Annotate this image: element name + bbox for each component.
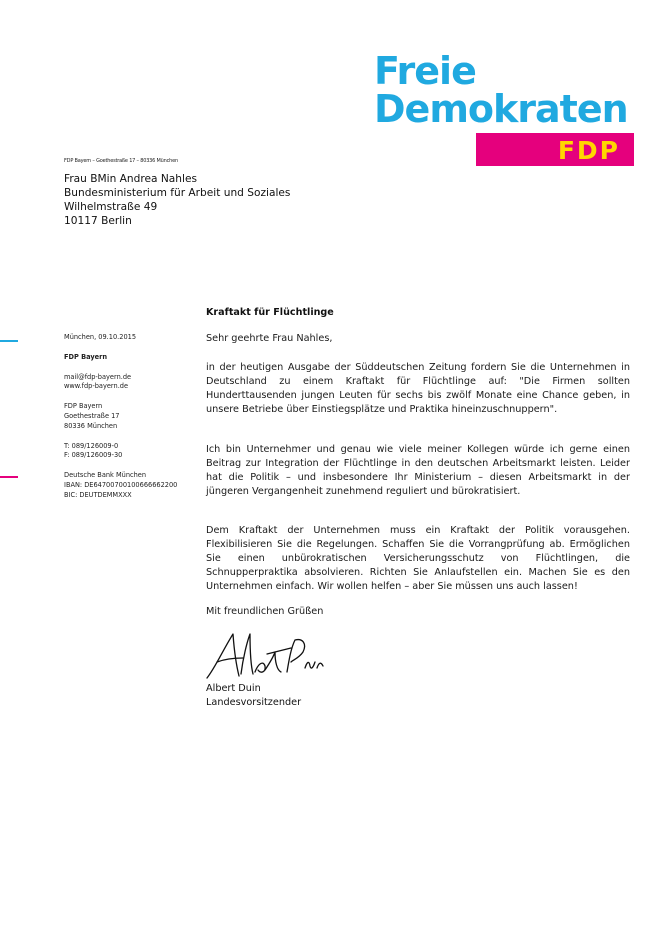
sender-address-street: Goethestraße 17: [64, 411, 120, 420]
letter-paragraph-3: Dem Kraftakt der Unternehmen muss ein Kraftakt der Politik vorausgehen. Flexibilisieren Sie die Regelungen. Schaffen Sie die Vorrangprüfung ab. Ermöglichen Sie einen unbürokratischen Versicherungsschutz von Flüchtlingen, die Schnupperpraktika absolvieren. Richten Sie Anlaufstellen ein. Machen Sie es den Unternehmen einfach. Wir wollen helfen – aber Sie müssen uns auch lassen!: [206, 525, 630, 592]
letter-date: München, 09.10.2015: [64, 333, 137, 341]
bank-bic: BIC: DEUTDEMMXXX: [64, 490, 132, 499]
signer-role: Landesvorsitzender: [206, 697, 302, 708]
bank-iban: IBAN: DE64700700100666662200: [64, 480, 178, 489]
sender-info-column: [64, 333, 177, 501]
fold-mark-cyan: [0, 340, 18, 342]
logo-text-demokraten: Demokraten: [374, 87, 628, 131]
bank-name: Deutsche Bank München: [64, 471, 147, 480]
letter-paragraph-1: in der heutigen Ausgabe der Süddeutschen Zeitung fordern Sie die Unternehmen in Deutschland zu einem Kraftakt für Flüchtlinge auf: "Die Firmen sollten Hunderttausenden jungen Leuten für sechs bis zwölf Monate eine Chance geben, in unsere Betriebe über Einstiegsplätze und Praktika hineinzuschnuppern".: [206, 362, 630, 415]
handwritten-signature: [203, 628, 329, 684]
recipient-address: [64, 172, 290, 228]
fold-mark-magenta: [0, 476, 18, 478]
recipient-name: Frau BMin Andrea Nahles: [64, 173, 197, 185]
sender-fax: F: 089/126009-30: [64, 451, 123, 460]
recipient-street: Wilhelmstraße 49: [64, 201, 158, 213]
letter-subject: Kraftakt für Flüchtlinge: [206, 307, 334, 318]
sender-org: FDP Bayern: [64, 352, 108, 361]
logo-badge-fdp: FDP: [557, 136, 620, 165]
letter-salutation: Sehr geehrte Frau Nahles,: [206, 333, 333, 344]
sender-address-name: FDP Bayern: [64, 402, 103, 411]
logo-text-freie: Freie: [374, 49, 476, 93]
recipient-org: Bundesministerium für Arbeit und Soziales: [64, 187, 291, 199]
sender-return-line: FDP Bayern – Goethestraße 17 – 80336 München: [64, 158, 178, 164]
logo-badge-bar: [476, 133, 634, 166]
signer-name: Albert Duin: [206, 683, 261, 694]
sender-address-city: 80336 München: [64, 421, 118, 430]
letter-closing: Mit freundlichen Grüßen: [206, 606, 324, 617]
sender-email: mail@fdp-bayern.de: [64, 372, 132, 381]
letter-paragraph-2: Ich bin Unternehmer und genau wie viele meiner Kollegen würde ich gerne einen Beitrag zur Integration der Flüchtlinge in den deutschen Arbeitsmarkt leisten. Leider hat die Politik – und insbesondere Ihr Ministerium – diesen Arbeitsmarkt in der jüngeren Vergangenheit zunehmend reguliert und bürokratisiert.: [206, 444, 630, 497]
sender-website: www.fdp-bayern.de: [64, 382, 129, 391]
sender-phone: T: 089/126009-0: [64, 441, 119, 450]
recipient-city: 10117 Berlin: [64, 215, 132, 227]
